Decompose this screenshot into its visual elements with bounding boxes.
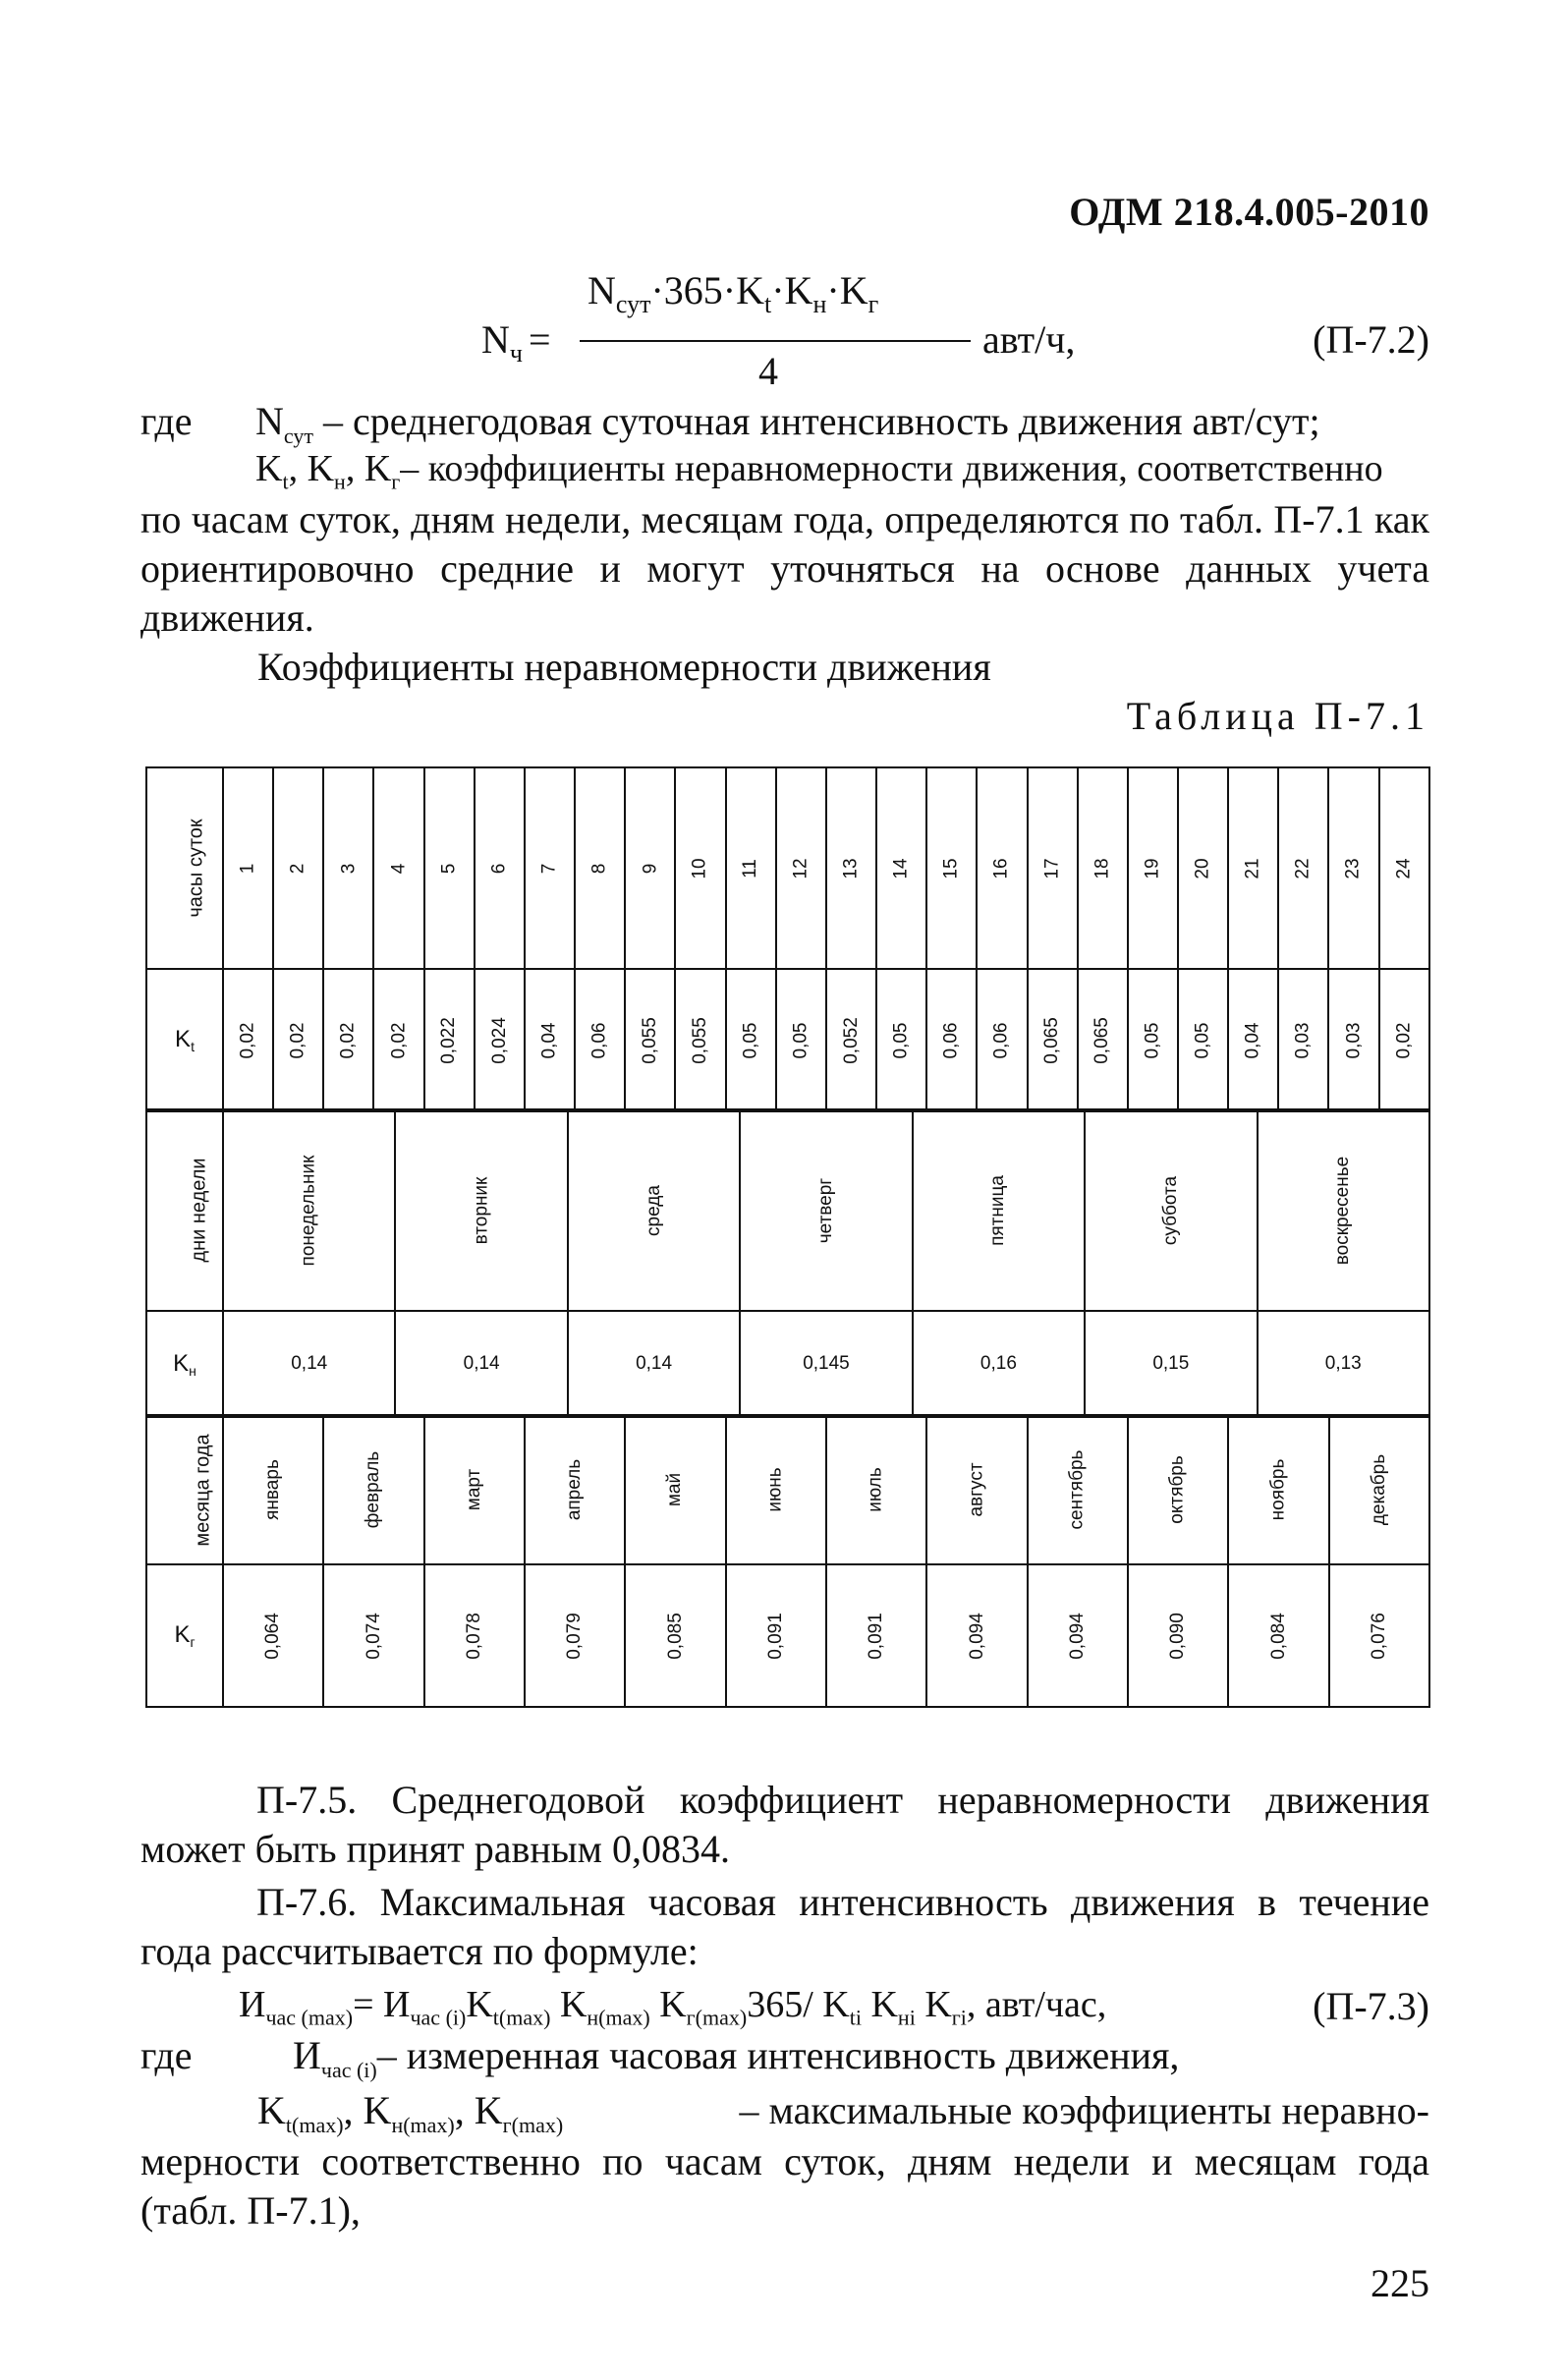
hour-cell: 20 xyxy=(1178,767,1228,969)
day-coef-cell: 0,14 xyxy=(223,1311,395,1417)
where4-line-2: (табл. П-7.1), xyxy=(140,2188,361,2233)
hour-cell: 8 xyxy=(575,767,625,969)
hour-coef-cell: 0,02 xyxy=(1379,969,1429,1111)
where-definition-2: $K_t$, $K_н$, $K_г-$ коэффициенты неравномерности движения, соответственно xyxy=(255,448,1383,494)
hour-coef-cell: 0,065 xyxy=(1078,969,1128,1111)
hour-coef-cell: 0,02 xyxy=(223,969,273,1111)
hour-coef-cell: 0,024 xyxy=(475,969,525,1111)
months-k-label: $K_г$ xyxy=(146,1564,223,1707)
hour-coef-cell: 0,065 xyxy=(1028,969,1078,1111)
day-cell: суббота xyxy=(1085,1109,1257,1311)
hour-coef-cell: 0,03 xyxy=(1278,969,1328,1111)
hour-cell: 5 xyxy=(424,767,475,969)
day-coef-cell: 0,14 xyxy=(568,1311,740,1417)
hour-cell: 14 xyxy=(876,767,926,969)
hour-cell: 12 xyxy=(776,767,826,969)
month-cell: январь xyxy=(223,1415,323,1564)
where-definition-1: $N_{сут}$ – среднегодовая суточная интенсивность движения авт/сут; xyxy=(255,399,1320,448)
hour-coef-cell: 0,05 xyxy=(776,969,826,1111)
hour-coef-cell: 0,05 xyxy=(726,969,776,1111)
month-cell: май xyxy=(625,1415,725,1564)
month-coef-cell: 0,094 xyxy=(926,1564,1027,1707)
month-coef-cell: 0,084 xyxy=(1228,1564,1328,1707)
month-cell: июнь xyxy=(726,1415,826,1564)
hour-cell: 13 xyxy=(826,767,876,969)
hour-coef-cell: 0,05 xyxy=(876,969,926,1111)
formula-lhs: $N_ч$ = xyxy=(481,317,551,368)
month-cell: август xyxy=(926,1415,1027,1564)
month-coef-cell: 0,079 xyxy=(525,1564,625,1707)
p76-line-2: года рассчитывается по формуле: xyxy=(140,1929,699,1973)
hour-cell: 7 xyxy=(525,767,575,969)
formula-3: $И_{час (max)}= И_{час (i)}K_{t(max)}$ $K_{н(max)}$ $K_{г(max)}365/$ $K_{ti}$ $K_{нi}$ $K_{гi}$, авт/час, xyxy=(239,1984,1107,2030)
table-label: Таблица П-7.1 xyxy=(1126,694,1429,738)
fraction-bar xyxy=(580,340,971,342)
months-table xyxy=(145,1414,1430,1708)
hour-cell: 2 xyxy=(273,767,323,969)
hour-cell: 18 xyxy=(1078,767,1128,969)
month-coef-cell: 0,074 xyxy=(323,1564,423,1707)
day-coef-cell: 0,16 xyxy=(913,1311,1085,1417)
month-cell: апрель xyxy=(525,1415,625,1564)
month-cell: февраль xyxy=(323,1415,423,1564)
day-coef-cell: 0,14 xyxy=(395,1311,567,1417)
hour-coef-cell: 0,052 xyxy=(826,969,876,1111)
month-coef-cell: 0,091 xyxy=(726,1564,826,1707)
hour-cell: 6 xyxy=(475,767,525,969)
where-word-2: где xyxy=(140,2033,193,2077)
paragraph-line-2: ориентировочно средние и могут уточняться на основе данных учета xyxy=(140,546,1429,591)
where-word: где xyxy=(140,399,193,443)
hour-coef-cell: 0,055 xyxy=(625,969,675,1111)
day-cell: вторник xyxy=(395,1109,567,1311)
formula-numerator: $N_{сут}\cdot 365\cdot K_t\cdot K_н\cdot K_г$ xyxy=(588,268,879,318)
hour-cell: 10 xyxy=(675,767,725,969)
hour-cell: 21 xyxy=(1228,767,1278,969)
hour-cell: 3 xyxy=(323,767,373,969)
hour-coef-cell: 0,05 xyxy=(1128,969,1178,1111)
hour-cell: 15 xyxy=(926,767,977,969)
month-coef-cell: 0,091 xyxy=(826,1564,926,1707)
hour-coef-cell: 0,04 xyxy=(525,969,575,1111)
hour-coef-cell: 0,022 xyxy=(424,969,475,1111)
formula-label: (П-7.2) xyxy=(1313,317,1429,362)
hour-coef-cell: 0,02 xyxy=(373,969,423,1111)
hour-cell: 16 xyxy=(977,767,1027,969)
month-coef-cell: 0,064 xyxy=(223,1564,323,1707)
hour-cell: 24 xyxy=(1379,767,1429,969)
month-cell: декабрь xyxy=(1329,1415,1429,1564)
hour-coef-cell: 0,055 xyxy=(675,969,725,1111)
month-coef-cell: 0,090 xyxy=(1128,1564,1228,1707)
month-cell: сентябрь xyxy=(1028,1415,1128,1564)
hour-coef-cell: 0,02 xyxy=(273,969,323,1111)
hour-coef-cell: 0,06 xyxy=(977,969,1027,1111)
month-coef-cell: 0,085 xyxy=(625,1564,725,1707)
hour-cell: 23 xyxy=(1328,767,1378,969)
hour-cell: 11 xyxy=(726,767,776,969)
month-coef-cell: 0,076 xyxy=(1329,1564,1429,1707)
where-definition-3: $И_{час (i)}-$ измеренная часовая интенсивность движения, xyxy=(293,2033,1180,2082)
day-cell: среда xyxy=(568,1109,740,1311)
document-code: ОДМ 218.4.005-2010 xyxy=(1069,190,1429,234)
days-k-label: $K_н$ xyxy=(146,1311,223,1417)
day-cell: пятница xyxy=(913,1109,1085,1311)
month-cell: ноябрь xyxy=(1228,1415,1328,1564)
month-cell: октябрь xyxy=(1128,1415,1228,1564)
p75-line-1: П-7.5. Среднегодовой коэффициент неравномерности движения xyxy=(256,1778,1429,1822)
days-table xyxy=(145,1108,1430,1418)
formula-unit: авт/ч, xyxy=(982,317,1076,362)
days-row-label: дни недели xyxy=(146,1109,223,1311)
table-title: Коэффициенты неравномерности движения xyxy=(257,645,991,689)
hour-cell: 17 xyxy=(1028,767,1078,969)
hour-cell: 22 xyxy=(1278,767,1328,969)
paragraph-line-3: движения. xyxy=(140,595,314,640)
where-definition-4: $K_{t(max)}$, $K_{н(max)}$, $K_{г(max)}$ – максимальные коэффициенты неравно- xyxy=(257,2088,1429,2137)
hour-coef-cell: 0,06 xyxy=(575,969,625,1111)
day-coef-cell: 0,13 xyxy=(1258,1311,1429,1417)
month-cell: июль xyxy=(826,1415,926,1564)
page-number: 225 xyxy=(1371,2261,1429,2305)
where4-line-1: мерности соответственно по часам суток, дням недели и месяцам года xyxy=(140,2139,1429,2183)
paragraph-line-1: по часам суток, дням недели, месяцам года, определяются по табл. П-7.1 как xyxy=(140,497,1429,541)
hour-coef-cell: 0,02 xyxy=(323,969,373,1111)
hour-cell: 9 xyxy=(625,767,675,969)
p76-line-1: П-7.6. Максимальная часовая интенсивность движения в течение xyxy=(256,1880,1429,1924)
month-coef-cell: 0,078 xyxy=(424,1564,525,1707)
formula-denominator: 4 xyxy=(758,349,778,393)
day-coef-cell: 0,145 xyxy=(740,1311,912,1417)
day-cell: четверг xyxy=(740,1109,912,1311)
month-cell: март xyxy=(424,1415,525,1564)
hour-coef-cell: 0,03 xyxy=(1328,969,1378,1111)
months-row-label: месяца года xyxy=(146,1415,223,1564)
hour-cell: 19 xyxy=(1128,767,1178,969)
day-cell: воскресенье xyxy=(1258,1109,1429,1311)
p75-line-2: может быть принят равным 0,0834. xyxy=(140,1827,730,1871)
hour-cell: 1 xyxy=(223,767,273,969)
hours-table xyxy=(145,766,1430,1112)
hour-coef-cell: 0,06 xyxy=(926,969,977,1111)
hour-cell: 4 xyxy=(373,767,423,969)
hour-coef-cell: 0,05 xyxy=(1178,969,1228,1111)
day-coef-cell: 0,15 xyxy=(1085,1311,1257,1417)
day-cell: понедельник xyxy=(223,1109,395,1311)
month-coef-cell: 0,094 xyxy=(1028,1564,1128,1707)
hours-k-label: $K_t$ xyxy=(146,969,223,1111)
hours-row-label: часы суток xyxy=(146,767,223,969)
formula-3-label: (П-7.3) xyxy=(1313,1984,1429,2028)
hour-coef-cell: 0,04 xyxy=(1228,969,1278,1111)
